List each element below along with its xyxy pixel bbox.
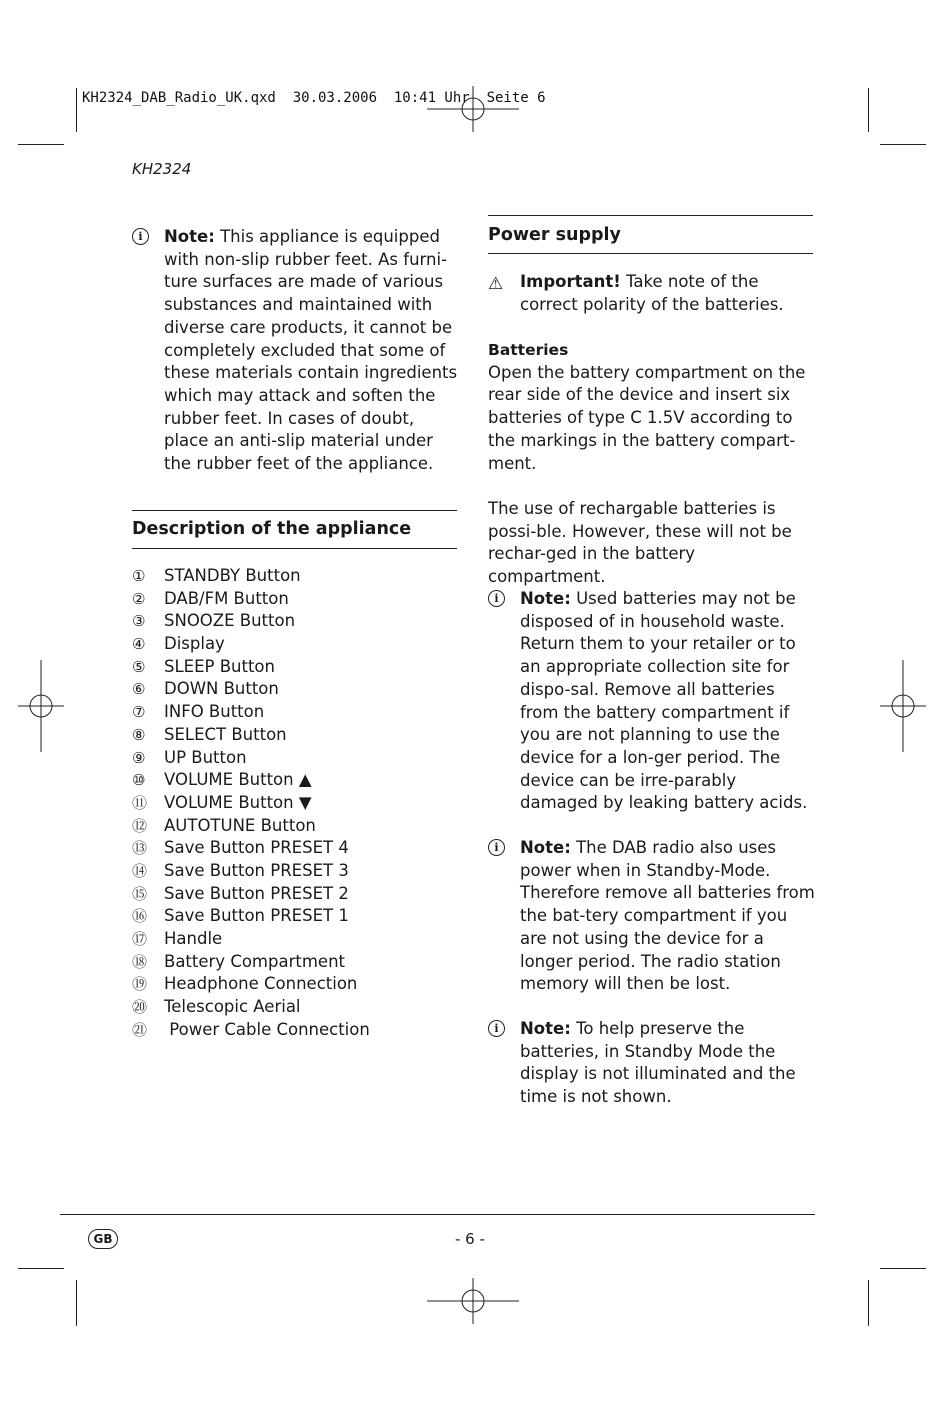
item-label: SNOOZE Button bbox=[164, 611, 296, 631]
item-label: Power Cable Connection bbox=[164, 1019, 370, 1039]
item-number: ⑰ bbox=[132, 930, 148, 948]
print-slug-line: KH2324_DAB_Radio_UK.qxd 30.03.2006 10:41 Uhr Seite 6 bbox=[82, 90, 546, 106]
page-number: - 6 - bbox=[455, 1230, 485, 1248]
item-label: Telescopic Aerial bbox=[164, 997, 301, 1017]
registration-mark-right bbox=[880, 660, 926, 752]
list-item bbox=[132, 1019, 462, 1042]
heading-rule-top bbox=[132, 510, 457, 511]
item-label: Save Button PRESET 1 bbox=[164, 906, 349, 926]
item-label: SLEEP Button bbox=[164, 656, 275, 676]
footer-rule bbox=[60, 1214, 815, 1215]
item-number: ⑪ bbox=[132, 793, 148, 812]
item-number: ⑥ bbox=[132, 680, 146, 699]
item-label: UP Button bbox=[164, 747, 247, 767]
item-label: Handle bbox=[164, 929, 223, 948]
list-item bbox=[132, 883, 462, 906]
list-item bbox=[132, 656, 462, 679]
item-number: ⑫ bbox=[132, 816, 148, 835]
parts-list bbox=[132, 565, 462, 1041]
list-item bbox=[132, 996, 462, 1019]
important-notice bbox=[488, 271, 816, 316]
item-label: SELECT Button bbox=[164, 724, 287, 744]
list-item bbox=[132, 860, 462, 883]
item-number: ⑨ bbox=[132, 748, 146, 767]
info-icon: i bbox=[488, 590, 505, 607]
item-label: DAB/FM Button bbox=[164, 588, 289, 608]
list-item bbox=[132, 701, 462, 724]
list-item bbox=[132, 633, 462, 656]
crop-mark bbox=[868, 1280, 869, 1326]
list-item bbox=[132, 792, 462, 815]
rechargeable-text: The use of rechargable batteries is possi-ble. However, these will not be rechar-ged in the battery compartment. bbox=[488, 499, 792, 587]
heading-rule-bottom bbox=[488, 253, 813, 254]
list-item bbox=[132, 588, 462, 611]
item-number: ⑤ bbox=[132, 657, 146, 676]
item-number: ⑩ bbox=[132, 771, 146, 790]
list-item bbox=[132, 678, 462, 701]
item-number: ⑦ bbox=[132, 703, 146, 722]
item-number: ① bbox=[132, 567, 146, 585]
item-label: Save Button PRESET 3 bbox=[164, 860, 349, 880]
item-number: ⑧ bbox=[132, 725, 146, 744]
important-text: Important! Take note of the correct polarity of the batteries. bbox=[520, 272, 784, 314]
item-number: ② bbox=[132, 589, 146, 608]
list-item bbox=[132, 610, 462, 633]
list-item bbox=[132, 973, 462, 996]
batteries-text: Open the battery compartment on the rear side of the device and insert six batteries of type C 1.5V according to the markings in the battery compart-ment. bbox=[488, 362, 806, 473]
registration-mark-left bbox=[18, 660, 64, 752]
standby-power-note bbox=[488, 837, 816, 996]
item-number: ③ bbox=[132, 612, 146, 631]
appliance-feet-note bbox=[132, 226, 462, 476]
item-number: ⑬ bbox=[132, 839, 148, 858]
item-label: AUTOTUNE Button bbox=[164, 815, 316, 835]
crop-mark bbox=[18, 144, 64, 145]
crop-mark bbox=[76, 88, 77, 132]
crop-mark bbox=[880, 1268, 926, 1269]
info-icon: i bbox=[488, 1020, 505, 1037]
preserve-batteries-note bbox=[488, 1018, 816, 1109]
item-number: ⑮ bbox=[132, 884, 148, 903]
list-item bbox=[132, 747, 462, 770]
item-number: ⑯ bbox=[132, 907, 148, 926]
heading-rule-top bbox=[488, 215, 813, 216]
item-label: VOLUME Button ▲ bbox=[164, 770, 312, 790]
item-number: ⑳ bbox=[132, 998, 148, 1017]
list-item bbox=[132, 905, 462, 928]
item-number: ④ bbox=[132, 635, 146, 654]
note-text: Note: To help preserve the batteries, in Standby Mode the display is not illuminated and the time is not shown. bbox=[520, 1019, 796, 1107]
registration-mark-top bbox=[427, 86, 519, 132]
note-text: Note: Used batteries may not be disposed of in household waste. Return them to your retailer or to an appropriate collection site for dispo-sal. Remove all batteries from the battery compartment if you are not planning to use the device for a lon-ger period. The device can be irre-parably damaged by leaking battery acids. bbox=[520, 589, 808, 813]
info-icon: i bbox=[488, 839, 505, 856]
list-item bbox=[132, 769, 462, 792]
item-label: DOWN Button bbox=[164, 679, 279, 699]
note-text: Note: The DAB radio also uses power when in Standby-Mode. Therefore remove all batteries from the bat-tery compartment if you are not using the device for a longer period. The radio station memory will then be lost. bbox=[520, 838, 815, 994]
description-heading: Description of the appliance bbox=[132, 519, 412, 539]
item-label: INFO Button bbox=[164, 702, 265, 722]
registration-mark-bottom bbox=[427, 1278, 519, 1324]
list-item bbox=[132, 565, 462, 588]
item-label: Headphone Connection bbox=[164, 974, 358, 994]
power-supply-heading: Power supply bbox=[488, 225, 621, 245]
list-item bbox=[132, 928, 462, 951]
item-label: Save Button PRESET 2 bbox=[164, 883, 349, 903]
item-label: STANDBY Button bbox=[164, 566, 301, 585]
list-item bbox=[132, 724, 462, 747]
info-icon: i bbox=[132, 228, 149, 245]
batteries-heading: Batteries bbox=[488, 341, 569, 359]
warning-triangle-icon: ⚠ bbox=[488, 274, 504, 294]
crop-mark bbox=[880, 144, 926, 145]
item-label: Save Button PRESET 4 bbox=[164, 838, 349, 858]
note-text: Note: This appliance is equipped with non-slip rubber feet. As furni-ture surfaces are made of various substances and maintained with diverse care products, it cannot be completely excluded that some of these materials contain ingredients which may attack and soften the rubber feet. In cases of doubt, place an anti-slip material under the rubber feet of the appliance. bbox=[164, 227, 458, 474]
used-batteries-note bbox=[488, 588, 816, 815]
batteries-section bbox=[488, 339, 816, 475]
list-item bbox=[132, 951, 462, 974]
item-label: VOLUME Button ▼ bbox=[164, 792, 312, 812]
item-number: ⑲ bbox=[132, 975, 148, 994]
crop-mark bbox=[868, 88, 869, 132]
item-number: ⑭ bbox=[132, 861, 148, 880]
item-label: Battery Compartment bbox=[164, 951, 345, 971]
list-item bbox=[132, 815, 462, 838]
item-number: ㉑ bbox=[132, 1020, 148, 1039]
list-item bbox=[132, 837, 462, 860]
item-number: ⑱ bbox=[132, 952, 148, 971]
model-header: KH2324 bbox=[132, 160, 192, 178]
item-label: Display bbox=[164, 634, 225, 654]
heading-rule-bottom bbox=[132, 548, 457, 549]
country-badge: GB bbox=[88, 1229, 118, 1249]
crop-mark bbox=[18, 1268, 64, 1269]
crop-mark bbox=[76, 1280, 77, 1326]
